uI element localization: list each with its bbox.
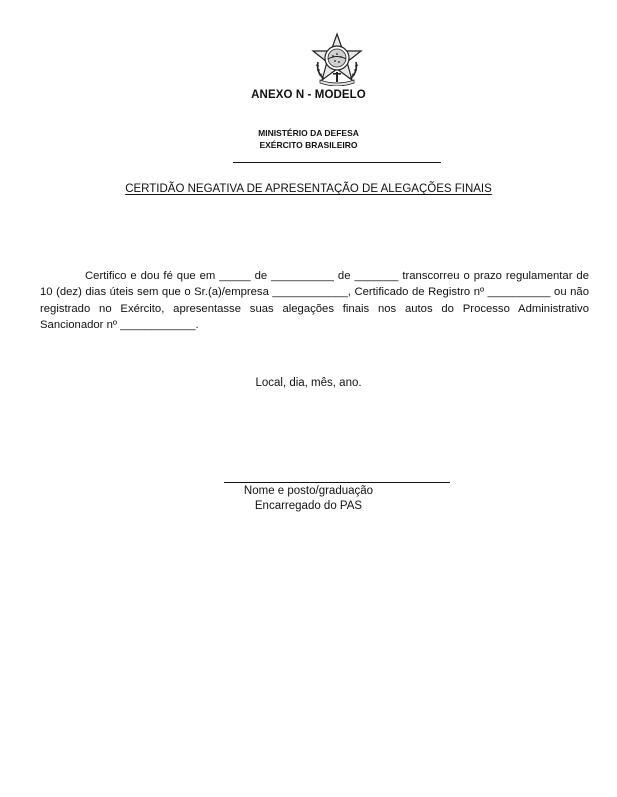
- brazil-coat-of-arms-icon: [310, 32, 364, 86]
- signature-name: Nome e posto/graduação: [243, 485, 374, 497]
- place-date: Local, dia, mês, ano.: [255, 377, 362, 389]
- certificate-body: Certifico e dou fé que em _____ de __________ de _______ transcorreu o prazo regulamentar de 10 (dez) dias úteis sem que o Sr.(a)/empresa ____________, Certificado de Registro nº __________ ou não registrado no Exército, apresentasse suas alegações finais nos autos do Processo Administrativo Sancionador nº ____________.: [40, 270, 589, 331]
- annex-title: ANEXO N - MODELO: [251, 89, 366, 101]
- signature-line: [224, 482, 450, 483]
- signature-role: Encarregado do PAS: [254, 500, 363, 512]
- army-name: EXÉRCITO BRASILEIRO: [259, 140, 358, 150]
- header-divider: [233, 162, 441, 163]
- ministry-name: MINISTÉRIO DA DEFESA: [258, 128, 359, 138]
- certificate-title: CERTIDÃO NEGATIVA DE APRESENTAÇÃO DE ALEGAÇÕES FINAIS: [125, 183, 492, 195]
